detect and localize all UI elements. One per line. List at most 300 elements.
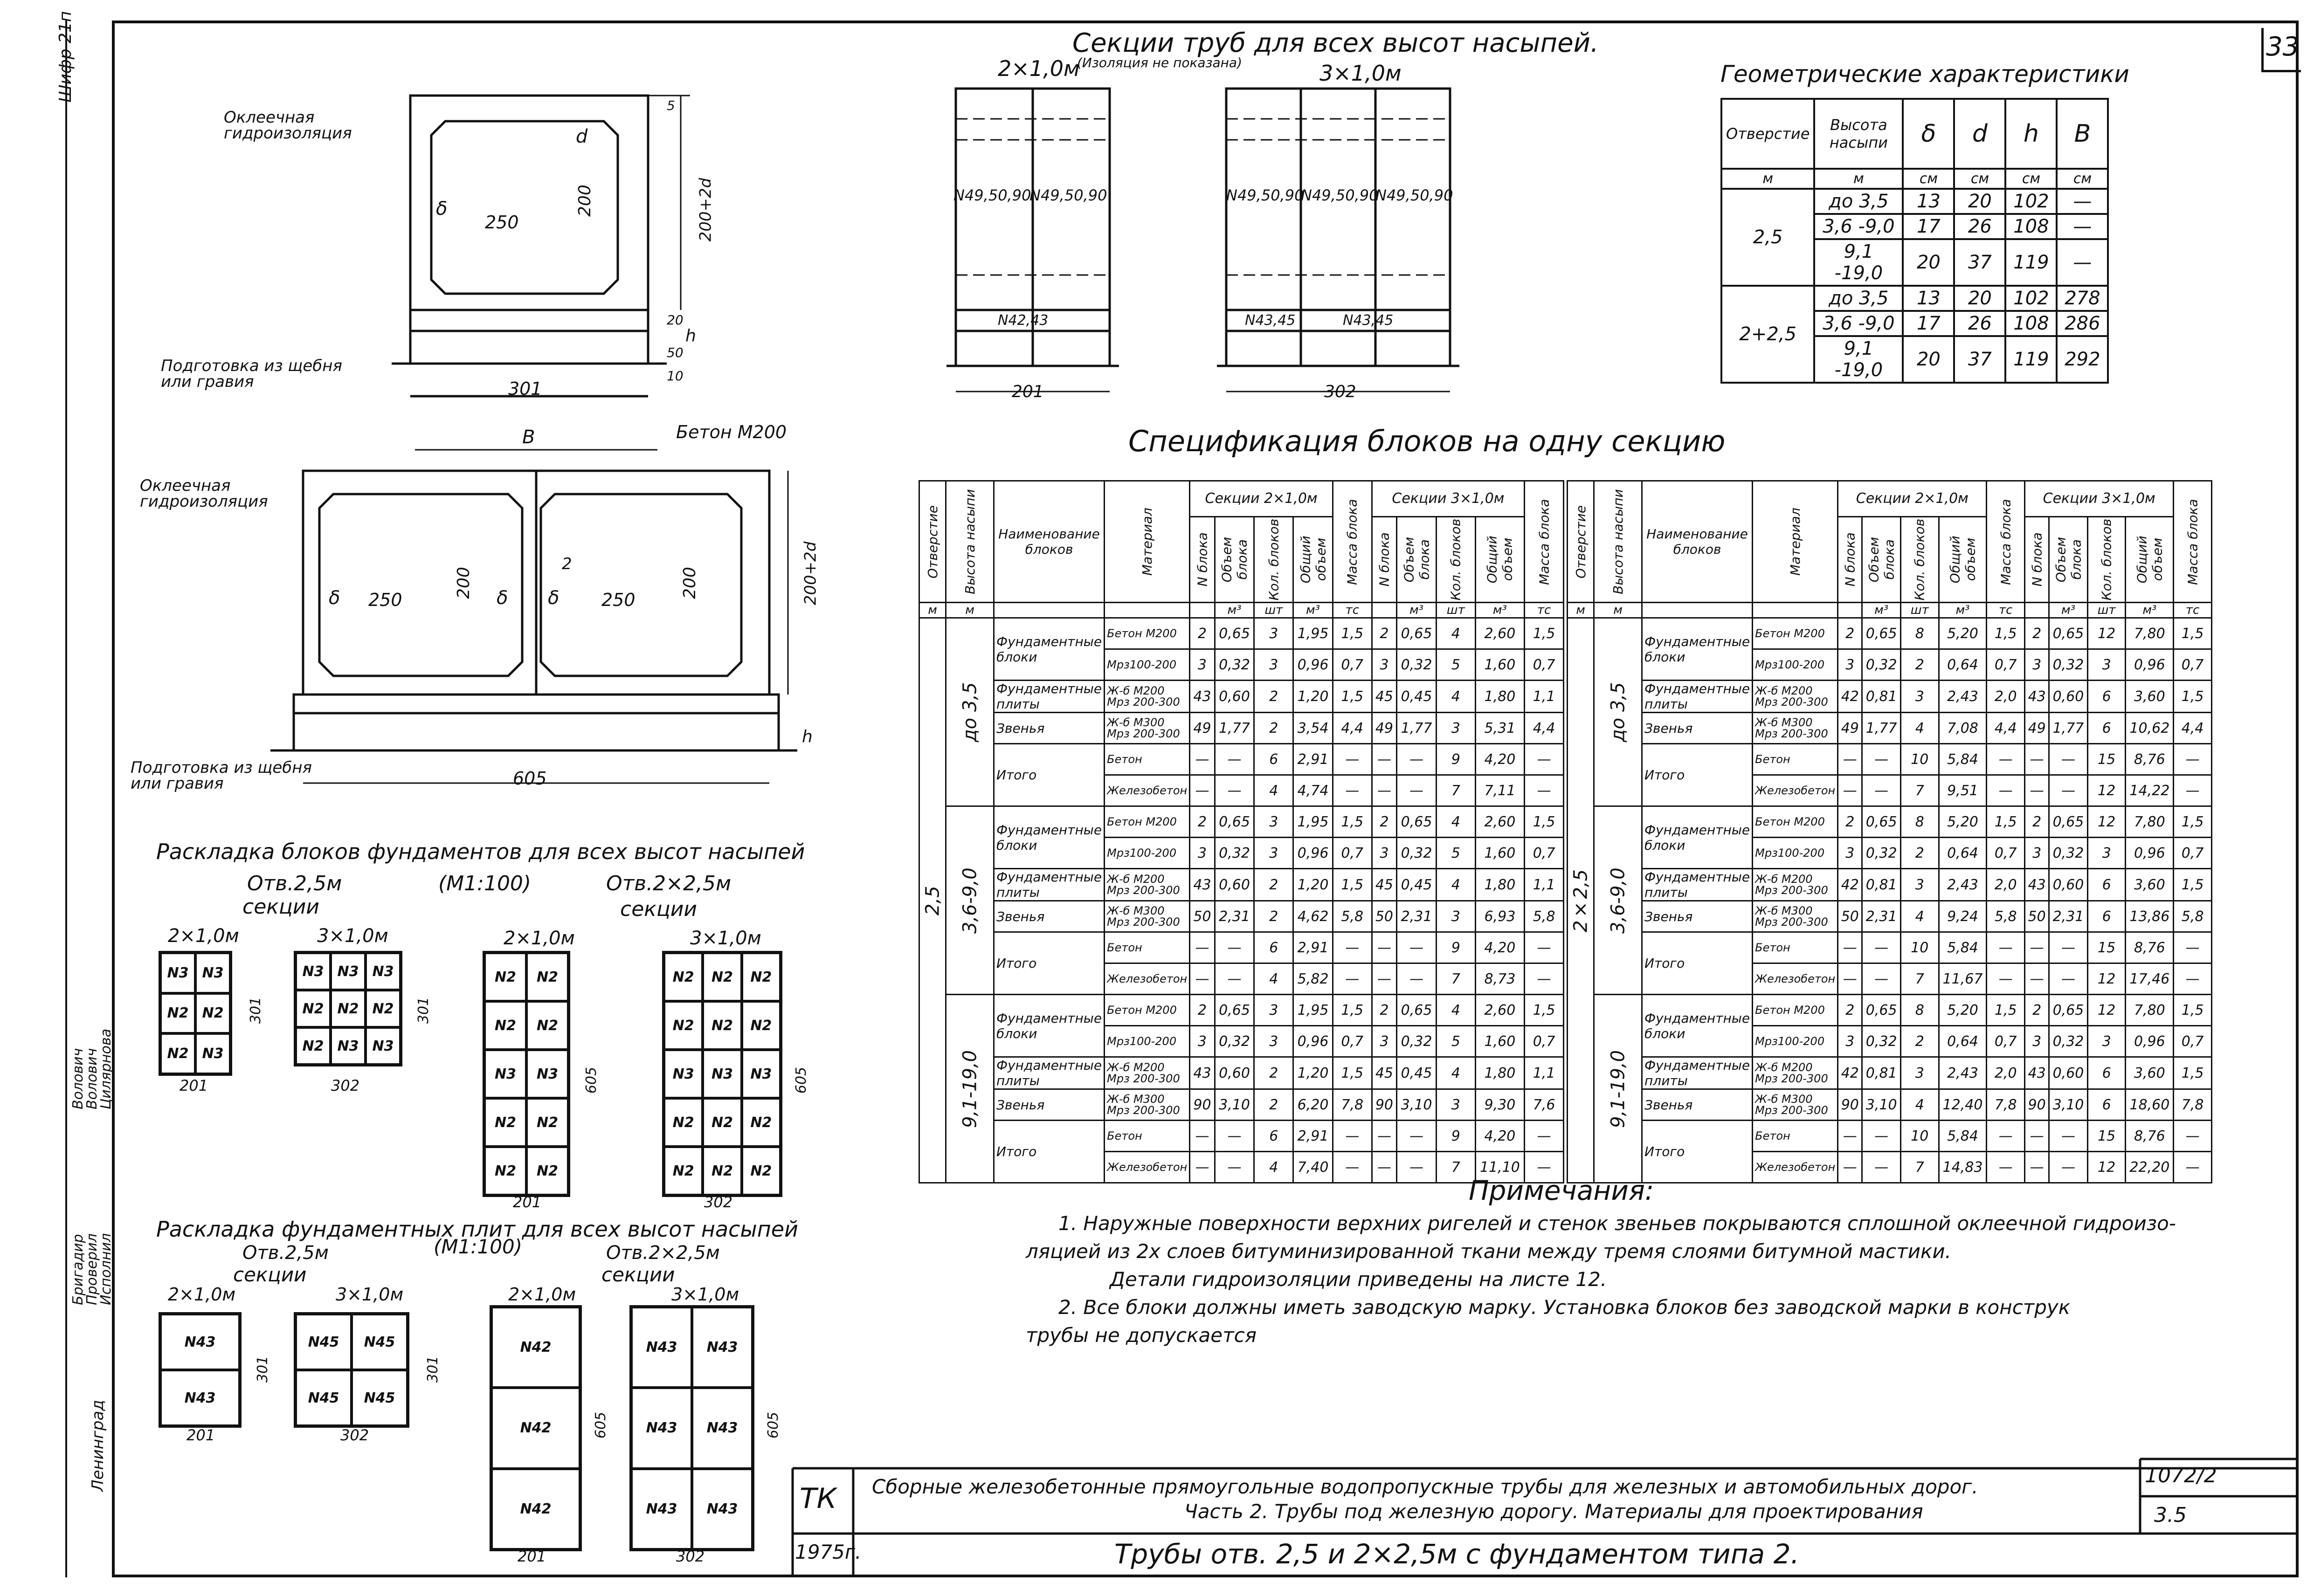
section-2x1-label: 2×1,0м — [998, 56, 1080, 81]
spec-value: — — [1862, 1152, 1901, 1183]
layout-block: N2 — [160, 1033, 195, 1074]
spec-value: — — [2025, 932, 2049, 963]
stamp-line1: Сборные железобетонные прямоугольные водопропускные трубы для железных и автомобильных дорог. — [872, 1475, 1978, 1498]
spec-value: 1,60 — [1475, 1026, 1524, 1057]
spec-h-vys: Высота насыпи — [946, 481, 994, 603]
spec-value: 0,64 — [1939, 649, 1987, 681]
side-label-2: Проверил — [84, 1233, 100, 1305]
spec-value: 0,7 — [1525, 649, 1564, 681]
spec-value: 2 — [1254, 1057, 1293, 1089]
layout-block: N3 — [664, 1050, 703, 1098]
spec-value: 1,5 — [1987, 806, 2025, 838]
spec-value: 3 — [1254, 618, 1293, 649]
sec-dim-302: 302 — [1324, 382, 1356, 401]
spec-value: 5,82 — [1293, 963, 1333, 995]
spec-value: 0,81 — [1862, 869, 1901, 901]
spec-unit: м³ — [1397, 603, 1437, 618]
spec-value: 0,7 — [1987, 1026, 2025, 1057]
layout-block: N43 — [692, 1469, 753, 1549]
sec-n-3: N49,50,90 — [1226, 186, 1304, 204]
spec-value: 0,65 — [1215, 806, 1254, 838]
spec-value: 6 — [1254, 932, 1293, 963]
layout-block: N43 — [160, 1370, 240, 1426]
sec-n-1: N49,50,90 — [953, 186, 1031, 204]
spec-value: 43 — [2025, 1057, 2049, 1089]
spec-value: 1,60 — [1475, 838, 1524, 869]
d-1: d — [576, 126, 588, 147]
spec-height: до 3,5 — [1594, 618, 1642, 806]
single-foundation — [410, 331, 648, 364]
geo-cell: 102 — [2005, 286, 2057, 311]
spec-value: 15 — [2087, 744, 2126, 775]
d200d-1: 200+2d — [696, 178, 715, 242]
spec-h-vol: Объем блока — [2049, 516, 2088, 602]
spec-unit: м³ — [2049, 603, 2088, 618]
spec-material: Мрз100-200 — [1105, 838, 1190, 869]
spec-table-right — [1567, 480, 2212, 1183]
spec-value: — — [1838, 744, 1862, 775]
spec-value: — — [1987, 963, 2025, 995]
spec-value: 1,5 — [2174, 995, 2212, 1026]
layout-found-scale: (М1:100) — [438, 872, 532, 895]
geo-cell: 13 — [1903, 286, 1954, 311]
spec-value: 2 — [2025, 806, 2049, 838]
layout-block: N45 — [296, 1314, 352, 1370]
spec-value: 2 — [1190, 618, 1215, 649]
spec-value: 5,8 — [1525, 901, 1564, 932]
spec-value: 2 — [1254, 869, 1293, 901]
spec-value: 0,7 — [1987, 838, 2025, 869]
spec-unit — [1753, 603, 1838, 618]
dim-10-1: 10 — [667, 368, 684, 384]
spec-h-mat: Материал — [1753, 481, 1838, 603]
spec-name: Итого — [1642, 932, 1753, 995]
lf31-dim-h: 301 — [415, 997, 432, 1024]
layout-plates-title: Раскладка фундаментных плит для всех высот насыпей — [156, 1217, 798, 1242]
spec-value: 4 — [1254, 775, 1293, 806]
spec-name: Фундаментные плиты — [1642, 869, 1753, 901]
spec-unit: шт — [1254, 603, 1293, 618]
spec-name: Звенья — [1642, 713, 1753, 744]
spec-value: 1,5 — [1333, 806, 1372, 838]
spec-value: 13,86 — [2126, 901, 2174, 932]
spec-h-nblk: N блока — [1838, 516, 1862, 602]
layout-found-otv25: Отв.2,5м — [247, 872, 342, 895]
spec-value: — — [1838, 963, 1862, 995]
spec-value: — — [1838, 1121, 1862, 1152]
spec-value: 3 — [1372, 1026, 1397, 1057]
spec-value: 42 — [1838, 1057, 1862, 1089]
spec-value: 4,4 — [2174, 713, 2212, 744]
spec-value: 5,20 — [1939, 806, 1987, 838]
geo-cell: 108 — [2005, 214, 2057, 239]
delta-1: δ — [436, 198, 448, 220]
lp31b-dim: 302 — [676, 1548, 705, 1565]
spec-value: 1,5 — [2174, 618, 2212, 649]
stamp-code: 1072/2 — [2145, 1464, 2217, 1487]
spec-value: 0,81 — [1862, 681, 1901, 713]
spec-unit: м — [946, 603, 994, 618]
spec-value: 7,08 — [1939, 713, 1987, 744]
spec-unit — [994, 603, 1105, 618]
layout-block: N43 — [631, 1469, 692, 1549]
spec-value: 1,77 — [1397, 713, 1437, 744]
spec-value: 3 — [2025, 1026, 2049, 1057]
layout-block: N2 — [664, 953, 703, 1001]
spec-value: 0,7 — [1333, 649, 1372, 681]
layout-block: N43 — [692, 1307, 753, 1388]
spec-material: Железобетон — [1105, 1152, 1190, 1183]
spec-value: — — [1372, 1121, 1397, 1152]
spec-value: — — [1190, 1152, 1215, 1183]
spec-name: Итого — [994, 744, 1105, 806]
spec-value: — — [1525, 932, 1564, 963]
layout-block: N3 — [484, 1050, 526, 1098]
layout-block: N2 — [296, 1027, 331, 1065]
spec-value: 10 — [1900, 744, 1939, 775]
layout-block: N2 — [664, 1098, 703, 1147]
spec-value: 7 — [1436, 775, 1475, 806]
spec-value: 4 — [1900, 713, 1939, 744]
lp21b-dim-h: 605 — [593, 1411, 609, 1439]
spec-unit: шт — [2087, 603, 2126, 618]
spec-unit: м — [1568, 603, 1594, 618]
layout-block: N3 — [742, 1050, 781, 1098]
geo-u: см — [2005, 169, 2057, 189]
spec-value: 0,96 — [2126, 838, 2174, 869]
spec-value: 5,31 — [1475, 713, 1524, 744]
spec-value: 4 — [1254, 963, 1293, 995]
layout-block: N3 — [195, 953, 230, 993]
spec-value: 4,74 — [1293, 775, 1333, 806]
spec-value: — — [1333, 775, 1372, 806]
layout-block: N2 — [484, 953, 526, 1001]
layout-block: N2 — [526, 1098, 568, 1147]
spec-value: 1,95 — [1293, 618, 1333, 649]
spec-value: 4 — [1436, 618, 1475, 649]
spec-value: — — [1333, 1121, 1372, 1152]
dim-B: В — [522, 427, 535, 448]
sec-n-2: N49,50,90 — [1029, 186, 1107, 204]
spec-value: 90 — [2025, 1089, 2049, 1121]
geo-cell: 3,6 -9,0 — [1814, 311, 1903, 336]
spec-name: Итого — [1642, 1121, 1753, 1183]
spec-value: — — [2174, 775, 2212, 806]
lf31b-label: 3×1,0м — [690, 928, 761, 949]
note-2a: 2. Все блоки должны иметь заводскую марку. Установка блоков без заводской марки в конструк — [1058, 1296, 2071, 1319]
spec-value: 2,91 — [1293, 1121, 1333, 1152]
spec-value: 1,20 — [1293, 869, 1333, 901]
section-2x1-note: (Изоляция не показана) — [1077, 55, 1243, 70]
spec-value: 90 — [1838, 1089, 1862, 1121]
spec-value: 7,80 — [2126, 618, 2174, 649]
spec-value: 4 — [1436, 995, 1475, 1026]
layout-block: N2 — [484, 1147, 526, 1195]
spec-title: Спецификация блоков на одну секцию — [1128, 424, 1726, 458]
spec-value: 3 — [1838, 838, 1862, 869]
spec-material: Бетон М200 — [1105, 618, 1190, 649]
spec-value: — — [1333, 744, 1372, 775]
spec-value: 3 — [1190, 1026, 1215, 1057]
spec-value: 7,8 — [1987, 1089, 2025, 1121]
spec-value: 9,30 — [1475, 1089, 1524, 1121]
spec-value: 0,32 — [1215, 649, 1254, 681]
layout-block: N2 — [484, 1001, 526, 1050]
spec-value: 12,40 — [1939, 1089, 1987, 1121]
geo-cell: 26 — [1954, 311, 2005, 336]
notes-title: Примечания: — [1469, 1175, 1654, 1206]
layout-plates-scale: (М1:100) — [434, 1235, 523, 1258]
spec-value: 1,5 — [1333, 618, 1372, 649]
spec-value: 2 — [1838, 618, 1862, 649]
spec-value: 6 — [2087, 681, 2126, 713]
spec-value: 3 — [2087, 649, 2126, 681]
geo-cell: — — [2057, 214, 2108, 239]
spec-table-left — [919, 480, 1564, 1183]
spec-value: — — [1862, 775, 1901, 806]
spec-value: 2 — [2025, 618, 2049, 649]
spec-material: Ж-б М300 Мрз 200-300 — [1105, 1089, 1190, 1121]
geo-cell: 17 — [1903, 311, 1954, 336]
spec-name: Фундаментные плиты — [994, 681, 1105, 713]
spec-name: Итого — [994, 932, 1105, 995]
spec-value: 0,60 — [2049, 681, 2088, 713]
layout-p31b — [629, 1305, 754, 1551]
spec-value: 42 — [1838, 681, 1862, 713]
geo-cell: 119 — [2005, 239, 2057, 286]
spec-unit — [1838, 603, 1862, 618]
geo-cell: 108 — [2005, 311, 2057, 336]
geo-u: м — [1814, 169, 1903, 189]
layout-block: N2 — [526, 1001, 568, 1050]
spec-value: — — [2025, 1121, 2049, 1152]
spec-unit — [1372, 603, 1397, 618]
geo-h-vys: Высота насыпи — [1814, 99, 1903, 169]
spec-value: 0,32 — [1397, 649, 1437, 681]
spec-value: — — [1372, 963, 1397, 995]
d250-2a: 250 — [368, 590, 402, 610]
spec-value: 5,8 — [1333, 901, 1372, 932]
spec-value: — — [1190, 744, 1215, 775]
geo-cell: 278 — [2057, 286, 2108, 311]
spec-material: Мрз100-200 — [1105, 649, 1190, 681]
layout-plates-sek2: секции — [601, 1263, 675, 1286]
layout-p31 — [294, 1312, 409, 1428]
layout-f21 — [159, 951, 232, 1076]
spec-name: Фундаментные блоки — [994, 995, 1105, 1057]
spec-unit: м — [919, 603, 946, 618]
spec-value: 0,32 — [1215, 1026, 1254, 1057]
spec-value: 0,65 — [1397, 806, 1437, 838]
layout-block: N3 — [526, 1050, 568, 1098]
spec-value: 3 — [1436, 901, 1475, 932]
lf21b-label: 2×1,0м — [504, 928, 575, 949]
spec-h-mass: Масса блока — [1525, 481, 1564, 603]
spec-value: 17,46 — [2126, 963, 2174, 995]
geo-cell: 292 — [2057, 336, 2108, 383]
spec-value: 0,65 — [2049, 618, 2088, 649]
spec-value: 2 — [1372, 806, 1397, 838]
spec-material: Ж-б М200 Мрз 200-300 — [1105, 1057, 1190, 1089]
spec-unit: шт — [1900, 603, 1939, 618]
lp31-dim: 302 — [340, 1426, 369, 1444]
spec-value: 2 — [1254, 681, 1293, 713]
spec-unit: м³ — [1215, 603, 1254, 618]
spec-value: 3 — [2087, 838, 2126, 869]
spec-unit: тс — [1333, 603, 1372, 618]
spec-material: Ж-б М200 Мрз 200-300 — [1105, 681, 1190, 713]
spec-value: 2 — [1900, 1026, 1939, 1057]
spec-value: 18,60 — [2126, 1089, 2174, 1121]
spec-name: Звенья — [1642, 1089, 1753, 1121]
spec-value: 3,60 — [2126, 1057, 2174, 1089]
sec-n-5: N49,50,90 — [1375, 186, 1453, 204]
sheet-number: 33 — [2266, 32, 2300, 62]
spec-value: 1,1 — [1525, 1057, 1564, 1089]
spec-value: 2 — [1190, 806, 1215, 838]
geo-cell: 26 — [1954, 214, 2005, 239]
spec-value: 7,80 — [2126, 995, 2174, 1026]
spec-value: 5,84 — [1939, 932, 1987, 963]
spec-h-nblk: N блока — [1372, 516, 1397, 602]
spec-value: 5,84 — [1939, 1121, 1987, 1152]
spec-value: 3,10 — [1215, 1089, 1254, 1121]
lp31b-dim-h: 605 — [765, 1411, 782, 1439]
lf21-dim: 201 — [180, 1077, 208, 1094]
spec-h-s21: Секции 2×1,0м — [1838, 481, 1987, 517]
spec-h-tot: Общий объем — [1939, 516, 1987, 602]
spec-value: 0,7 — [1333, 1026, 1372, 1057]
geo-cell: 20 — [1903, 239, 1954, 286]
lf31-label: 3×1,0м — [317, 925, 388, 947]
spec-material: Ж-б М300 Мрз 200-300 — [1105, 901, 1190, 932]
spec-value: 4 — [1900, 1089, 1939, 1121]
spec-value: — — [1838, 1152, 1862, 1183]
sec-dim-201: 201 — [1012, 382, 1044, 401]
lf21-dim-h: 301 — [248, 997, 264, 1024]
lp31-dim-h: 301 — [425, 1355, 442, 1383]
spec-value: 5,20 — [1939, 618, 1987, 649]
spec-value: — — [1372, 932, 1397, 963]
geo-cell: до 3,5 — [1814, 286, 1903, 311]
spec-value: 12 — [2087, 995, 2126, 1026]
spec-value: 0,65 — [2049, 995, 2088, 1026]
spec-value: — — [1333, 932, 1372, 963]
d200-2a: 200 — [454, 567, 473, 599]
spec-value: 1,5 — [2174, 681, 2212, 713]
spec-value: — — [1190, 1121, 1215, 1152]
layout-block: N2 — [331, 990, 366, 1027]
spec-material: Ж-б М200 Мрз 200-300 — [1105, 869, 1190, 901]
spec-h-name: Наименование блоков — [1642, 481, 1753, 603]
spec-value: 3 — [1254, 995, 1293, 1026]
spec-value: 1,5 — [1333, 995, 1372, 1026]
spec-value: 4,20 — [1475, 932, 1524, 963]
spec-material: Бетон — [1105, 1121, 1190, 1152]
spec-value: 2 — [1900, 838, 1939, 869]
spec-unit — [1105, 603, 1190, 618]
spec-material: Бетон М200 — [1105, 806, 1190, 838]
dim-h-1: h — [685, 326, 696, 345]
spec-h-kol: Кол. блоков — [2087, 516, 2126, 602]
spec-value: 2,91 — [1293, 744, 1333, 775]
spec-name: Итого — [1642, 744, 1753, 806]
code-top: Шифр 21п — [56, 11, 75, 103]
spec-value: 3 — [1838, 1026, 1862, 1057]
spec-value: — — [1525, 1152, 1564, 1183]
note-1c: Детали гидроизоляции приведены на листе 12. — [1110, 1268, 1607, 1291]
spec-value: 50 — [2025, 901, 2049, 932]
spec-value: 12 — [2087, 806, 2126, 838]
sec-n-8: N43,45 — [1343, 312, 1394, 329]
spec-value: 0,65 — [1862, 995, 1901, 1026]
spec-value: 1,5 — [1333, 869, 1372, 901]
spec-value: — — [1397, 932, 1437, 963]
geo-cell: 9,1 -19,0 — [1814, 239, 1903, 286]
spec-value: — — [1525, 775, 1564, 806]
spec-value: 45 — [1372, 681, 1397, 713]
spec-value: 90 — [1372, 1089, 1397, 1121]
spec-value: 0,32 — [1215, 838, 1254, 869]
spec-value: 5,8 — [1987, 901, 2025, 932]
spec-name: Итого — [994, 1121, 1105, 1183]
sec-n-6: N42,43 — [998, 312, 1049, 329]
spec-value: — — [2174, 1121, 2212, 1152]
spec-unit: тс — [1525, 603, 1564, 618]
spec-value: — — [1215, 932, 1254, 963]
spec-value: 0,96 — [1293, 838, 1333, 869]
spec-value: — — [2049, 932, 2088, 963]
spec-material: Бетон — [1753, 1121, 1838, 1152]
spec-value: 0,96 — [2126, 649, 2174, 681]
layout-block: N3 — [703, 1050, 741, 1098]
spec-h-mat: Материал — [1105, 481, 1190, 603]
spec-value: — — [1397, 1152, 1437, 1183]
spec-height: до 3,5 — [946, 618, 994, 806]
spec-value: 3 — [1254, 649, 1293, 681]
spec-value: 2 — [1254, 901, 1293, 932]
lf21b-dim: 201 — [513, 1193, 542, 1211]
spec-value: 3,10 — [2049, 1089, 2088, 1121]
geo-u: см — [1954, 169, 2005, 189]
layout-plates-sek1: секции — [233, 1263, 307, 1286]
spec-value: 0,45 — [1397, 869, 1437, 901]
spec-value: — — [1987, 775, 2025, 806]
spec-material: Бетон М200 — [1753, 995, 1838, 1026]
geo-cell: 37 — [1954, 336, 2005, 383]
spec-unit: тс — [1987, 603, 2025, 618]
spec-value: 2,91 — [1293, 932, 1333, 963]
spec-value: 7,8 — [1333, 1089, 1372, 1121]
spec-value: 0,32 — [1862, 649, 1901, 681]
spec-value: 2,0 — [1987, 681, 2025, 713]
spec-value: 1,80 — [1475, 869, 1524, 901]
spec-value: 2,43 — [1939, 869, 1987, 901]
spec-value: 3 — [1254, 806, 1293, 838]
spec-value: — — [1525, 744, 1564, 775]
spec-h-mass: Масса блока — [1333, 481, 1372, 603]
stamp-tk: ТК — [800, 1482, 837, 1515]
spec-value: — — [1372, 775, 1397, 806]
spec-value: 12 — [2087, 618, 2126, 649]
spec-value: — — [1215, 1152, 1254, 1183]
spec-value: 1,20 — [1293, 1057, 1333, 1089]
spec-value: 5 — [1436, 838, 1475, 869]
spec-material: Бетон М200 — [1105, 995, 1190, 1026]
layout-block: N45 — [352, 1314, 408, 1370]
spec-value: 1,20 — [1293, 681, 1333, 713]
spec-name: Фундаментные плиты — [1642, 1057, 1753, 1089]
